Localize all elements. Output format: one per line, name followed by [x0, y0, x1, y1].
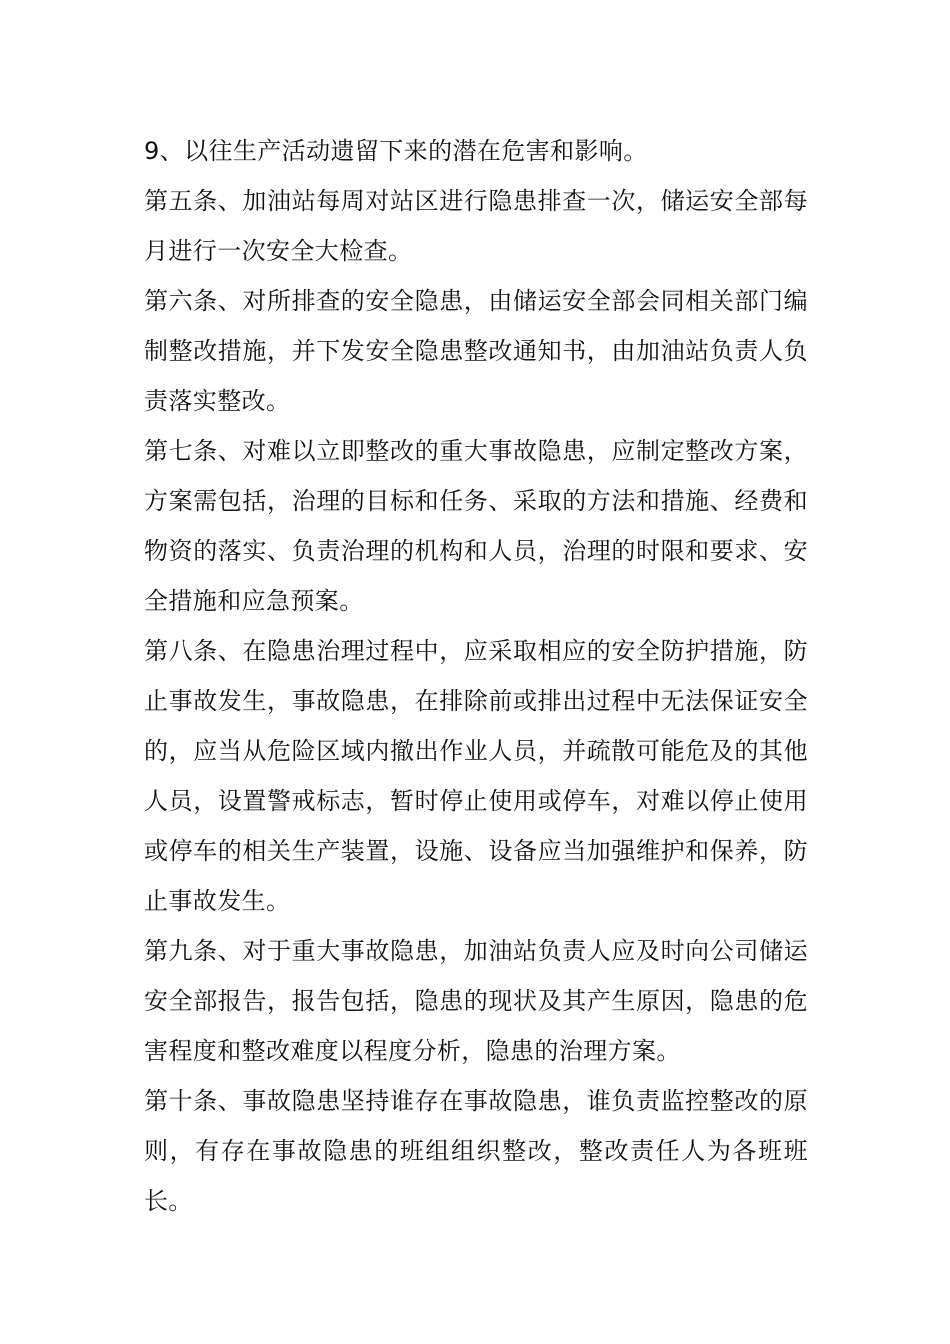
document-body	[144, 126, 808, 1226]
article-5-paragraph: 第五条、加油站每周对站区进行隐患排查一次，储运安全部每月进行一次安全大检查。	[144, 187, 808, 265]
article-10-paragraph: 第十条、事故隐患坚持谁存在事故隐患，谁负责监控整改的原则，有存在事故隐患的班组组织整改，整改责任人为各班班长。	[144, 1087, 808, 1215]
paragraph-item-9: 9、以往生产活动遗留下来的潜在危害和影响。	[144, 137, 648, 165]
article-9-paragraph: 第九条、对于重大事故隐患，加油站负责人应及时向公司储运安全部报告，报告包括，隐患的现状及其产生原因，隐患的危害程度和整改难度以程度分析，隐患的治理方案。	[144, 937, 808, 1065]
article-6-paragraph: 第六条、对所排查的安全隐患，由储运安全部会同相关部门编制整改措施，并下发安全隐患整改通知书，由加油站负责人负责落实整改。	[144, 287, 808, 415]
article-7-paragraph: 第七条、对难以立即整改的重大事故隐患，应制定整改方案，方案需包括，治理的目标和任务、采取的方法和措施、经费和物资的落实、负责治理的机构和人员，治理的时限和要求、安全措施和应急预案。	[144, 437, 808, 615]
article-8-paragraph: 第八条、在隐患治理过程中，应采取相应的安全防护措施，防止事故发生，事故隐患，在排除前或排出过程中无法保证安全的，应当从危险区域内撤出作业人员，并疏散可能危及的其他人员，设置警戒标志，暂时停止使用或停车，对难以停止使用或停车的相关生产装置，设施、设备应当加强维护和保养，防止事故发生。	[144, 637, 808, 915]
